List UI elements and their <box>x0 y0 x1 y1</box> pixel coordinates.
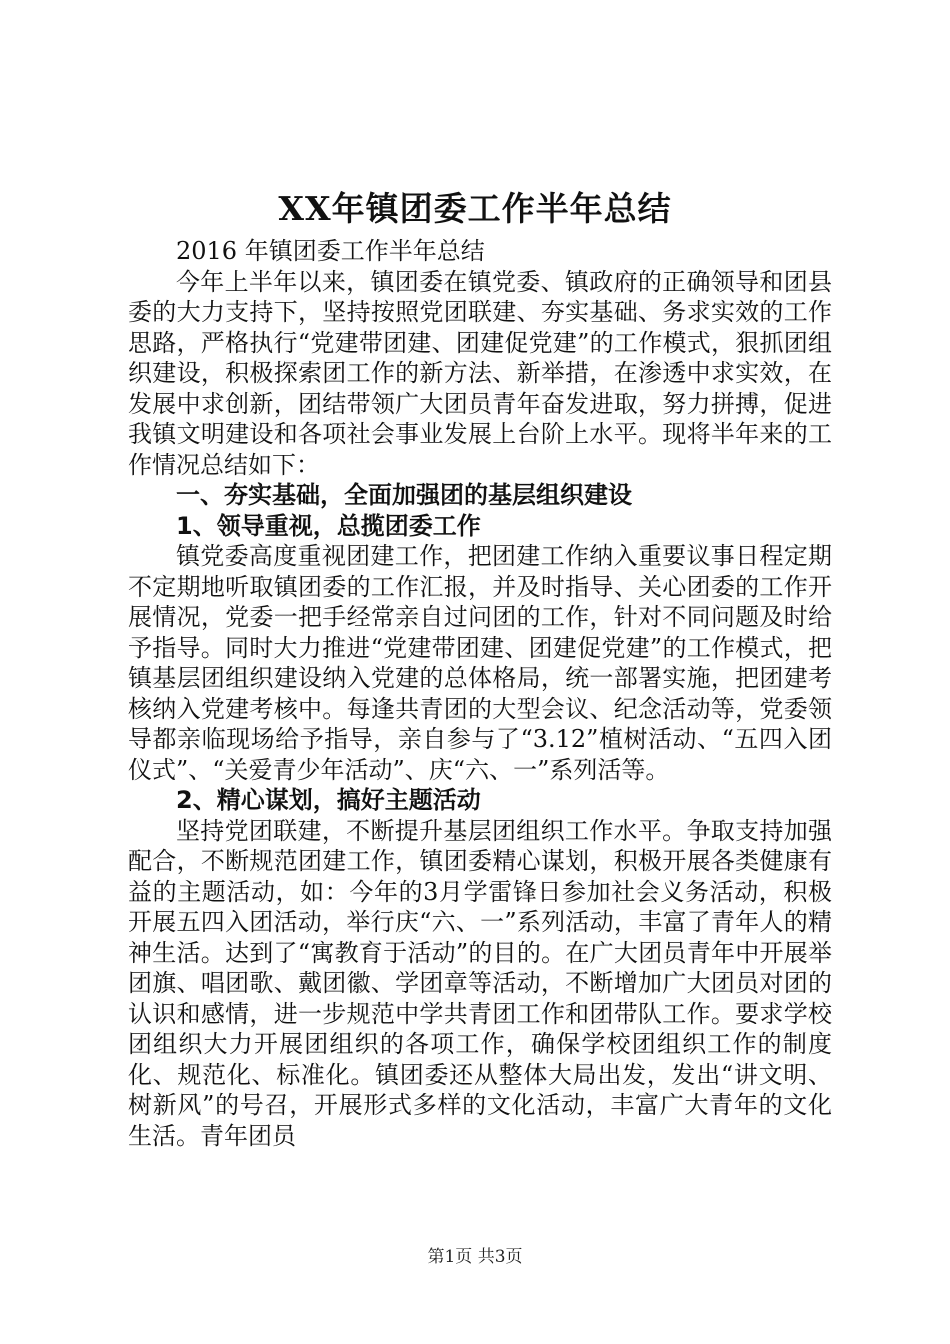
page-number-footer: 第1页 共3页 <box>427 1247 523 1267</box>
document-subtitle: 2016 年镇团委工作半年总结 <box>176 237 485 265</box>
subsection-2-heading: 2、精心谋划，搞好主题活动 <box>176 786 481 814</box>
subsection-1-heading: 1、领导重视，总揽团委工作 <box>176 511 481 540</box>
document-title: XX年镇团委工作半年总结 <box>278 189 672 228</box>
document-body <box>128 236 832 1151</box>
section-1-heading: 一、夯实基础，全面加强团的基层组织建设 <box>176 481 632 509</box>
subsection-2-paragraph: 坚持党团联建，不断提升基层团组织工作水平。争取支持加强配合，不断规范团建工作，镇团委精心谋划，积极开展各类健康有益的主题活动，如：今年的3月学雷锋日参加社会义务活动，积极开展五四入团活动，举行庆“六、一”系列活动，丰富了青年人的精神生活。达到了“寓教育于活动”的目的。在广大团员青年中开展举团旗、唱团歌、戴团徽、学团章等活动，不断增加广大团员对团的认识和感情，进一步规范中学共青团工作和团带队工作。要求学校团组织大力开展团组织的各项工作，确保学校团组织工作的制度化、规范化、标准化。镇团委还从整体大局出发，发出“讲文明、树新风”的号召，开展形式多样的文化活动，丰富广大青年的文化生活。青年团员 <box>128 816 832 1150</box>
subsection-1-paragraph: 镇党委高度重视团建工作，把团建工作纳入重要议事日程定期不定期地听取镇团委的工作汇报，并及时指导、关心团委的工作开展情况，党委一把手经常亲自过问团的工作，针对不同问题及时给予指导。同时大力推进“党建带团建、团建促党建”的工作模式，把镇基层团组织建设纳入党建的总体格局，统一部署实施，把团建考核纳入党建考核中。每逢共青团的大型会议、纪念活动等，党委领导都亲临现场给予指导，亲自参与了“3.12”植树活动、“五四入团仪式”、“关爱青少年活动”、庆“六、一”系列活等。 <box>128 542 832 784</box>
intro-paragraph: 今年上半年以来，镇团委在镇党委、镇政府的正确领导和团县委的大力支持下，坚持按照党团联建、夯实基础、务求实效的工作思路，严格执行“党建带团建、团建促党建”的工作模式，狠抓团组织建设，积极探索团工作的新方法、新举措，在渗透中求实效，在发展中求创新，团结带领广大团员青年奋发进取，努力拼搏，促进我镇文明建设和各项社会事业发展上台阶上水平。现将半年来的工作情况总结如下： <box>128 267 832 479</box>
